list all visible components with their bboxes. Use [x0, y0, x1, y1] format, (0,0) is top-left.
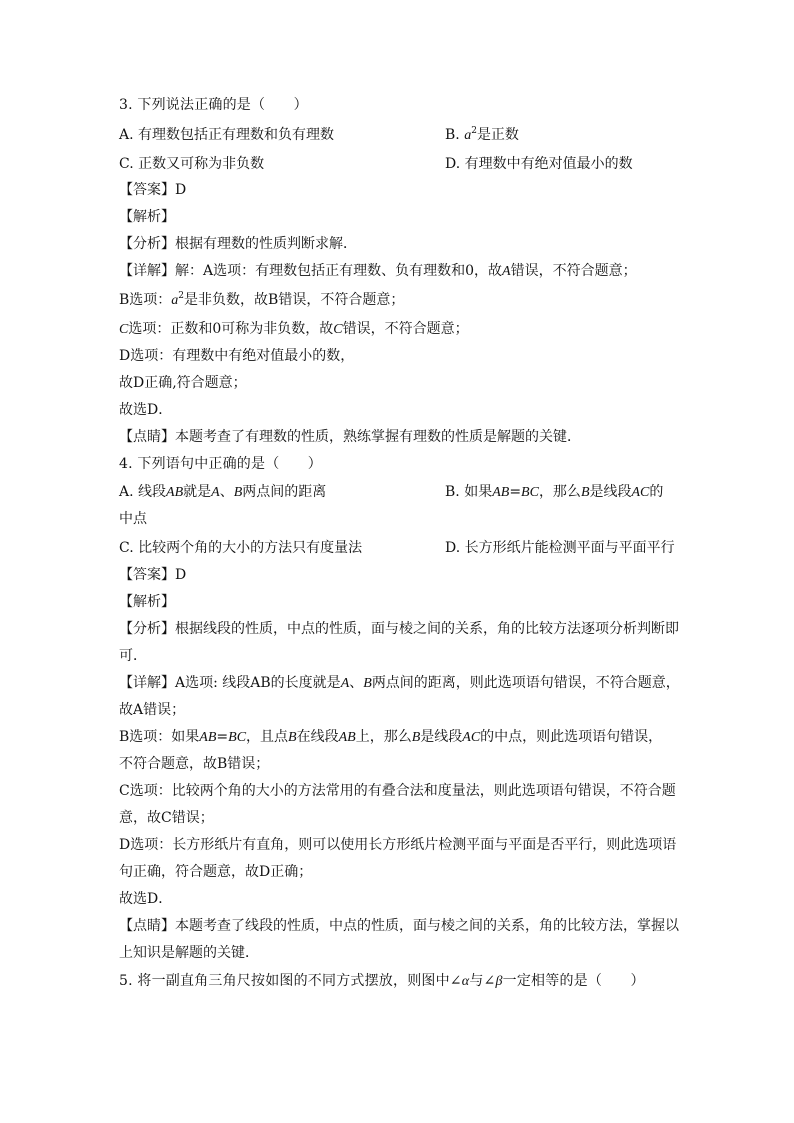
q3-xiangjie-line5: 故D正确,符合题意； — [119, 375, 247, 391]
q5-stem — [119, 971, 645, 992]
q4-opta-d: 两点间的距离 — [242, 484, 327, 500]
q4-xj3-eq: = — [216, 729, 229, 745]
q3-xj3-var2: C — [333, 322, 343, 337]
q4-xj3-a: B选项：如果 — [119, 729, 200, 745]
q5-alpha: α — [461, 974, 470, 989]
q4-xj3-d: 上，那么 — [355, 729, 412, 745]
q4-option-b-continuation: 中点 — [119, 511, 147, 527]
q4-optb-var2: BC — [521, 485, 539, 500]
q4-xiangjie-line5: C选项：比较两个角的大小的方法常用的有叠合法和度量法，则此选项语句错误，不符合题 — [119, 783, 676, 799]
q4-xj1-var1: A — [340, 676, 350, 691]
q4-xiangjie-line3 — [119, 727, 662, 748]
q3-option-c: C. 正数又可称为非负数 — [119, 156, 265, 172]
q4-xiangjie-line9: 故选D． — [119, 891, 173, 907]
q4-xj3-var1: AB — [199, 730, 217, 745]
q4-option-d: D. 长方形纸片能检测平面与平面平行 — [445, 540, 675, 556]
q3-xj2-var: a — [171, 293, 179, 308]
q3-answer: 【答案】D — [119, 182, 187, 198]
q4-opta-b: 就是 — [183, 484, 212, 500]
q4-optb-eq: = — [509, 484, 522, 500]
q5-stem-c: 一定相等的是（ ） — [502, 973, 645, 989]
q4-optb-b: ，那么 — [538, 484, 581, 500]
q3-dianjing: 【点睛】本题考查了有理数的性质，熟练掌握有理数的性质是解题的关键． — [119, 429, 581, 445]
q4-opta-var1: AB — [166, 485, 184, 500]
q4-optb-var4: AC — [631, 485, 650, 500]
q3-option-a: A. 有理数包括正有理数和负有理数 — [119, 127, 335, 143]
q3-option-b — [445, 125, 519, 146]
q4-dianjing-line1: 【点睛】本题考查了线段的性质，中点的性质，面与棱之间的关系，角的比较方法，掌握以 — [119, 918, 679, 934]
q4-option-a — [119, 482, 326, 503]
q5-beta: β — [495, 974, 503, 989]
q3-xj2-a: B选项： — [119, 292, 172, 308]
q4-stem: 4. 下列语句中正确的是（ ） — [119, 456, 323, 472]
q3-analysis-title: 【解析】 — [119, 209, 175, 225]
q3-xj2-exp: 2 — [178, 291, 185, 301]
q3-option-b-exp: 2 — [471, 126, 477, 136]
q4-opta-var2: A — [211, 485, 220, 500]
q4-optb-c: 是线段 — [589, 484, 632, 500]
q3-fenxi: 【分析】根据有理数的性质判断求解． — [119, 236, 357, 252]
q4-xj3-e: 是线段 — [420, 729, 463, 745]
q4-fenxi-line1: 【分析】根据线段的性质，中点的性质，面与棱之间的关系，角的比较方法逐项分析判断即 — [119, 621, 679, 637]
q3-xiangjie-line3 — [119, 319, 469, 340]
q4-xj1-b: 、 — [349, 675, 364, 691]
q3-xj3-var: C — [119, 322, 129, 337]
q4-option-c: C. 比较两个角的大小的方法只有度量法 — [119, 540, 363, 556]
q4-optb-a: B. 如果 — [445, 484, 493, 500]
q4-xiangjie-line4: 不符合题意，故B错误； — [119, 756, 270, 772]
q4-dianjing-line2: 上知识是解题的关键． — [119, 945, 259, 961]
q4-xj1-c: 两点间的距离，则此选项语句错误，不符合题意， — [371, 675, 680, 691]
q4-xj3-b: ，且点 — [246, 729, 289, 745]
q4-xiangjie-line1 — [119, 673, 680, 694]
q3-option-d: D. 有理数中有绝对值最小的数 — [445, 156, 633, 172]
q5-stem-a: 5. 将一副直角三角尺按如图的不同方式摆放，则图中∠ — [119, 973, 462, 989]
q4-optb-d: 的 — [649, 484, 664, 500]
q4-optb-var3: B — [580, 485, 590, 500]
q4-optb-var1: AB — [492, 485, 510, 500]
q3-xiangjie-line6: 故选D． — [119, 402, 173, 418]
q4-option-b — [445, 482, 663, 503]
q3-stem: 3. 下列说法正确的是（ ） — [119, 97, 308, 113]
q3-xj1-b: 错误，不符合题意； — [510, 263, 637, 279]
q3-xj1-var: A — [502, 264, 511, 279]
q3-xj3-b: 错误，不符合题意； — [342, 321, 469, 337]
q4-opta-c: 、 — [219, 484, 234, 500]
q4-analysis-title: 【解析】 — [119, 594, 175, 610]
q4-xj3-var5: B — [411, 730, 421, 745]
q4-xiangjie-line7: D选项：长方形纸片有直角，则可以使用长方形纸片检测平面与平面是否平行，则此选项语 — [119, 837, 677, 853]
q4-opta-a: A. 线段 — [119, 484, 167, 500]
q4-xj3-f: 的中点，则此选项语句错误， — [480, 729, 663, 745]
q4-xj3-var2: BC — [228, 730, 247, 745]
q4-xj1-a: 【详解】A选项: 线段AB的长度就是 — [119, 675, 341, 691]
q3-xiangjie-line4: D选项：有理数中有绝对值最小的数， — [119, 348, 355, 364]
q3-option-b-suffix: 是正数 — [476, 127, 519, 143]
q4-xiangjie-line2: 故A错误； — [119, 702, 186, 718]
q4-xj1-var2: B — [363, 676, 372, 691]
q3-xiangjie-line1 — [119, 261, 637, 282]
q4-xj3-var6: AC — [462, 730, 481, 745]
q3-option-b-var: a — [464, 128, 472, 143]
q4-xj3-var4: AB — [338, 730, 356, 745]
q3-xj3-a: 选项：正数和0可称为非负数，故 — [128, 321, 334, 337]
q3-xj2-b: 是非负数，故B错误，不符合题意； — [184, 292, 405, 308]
q4-answer: 【答案】D — [119, 567, 187, 583]
q4-opta-var3: B — [233, 485, 243, 500]
q4-xj3-c: 在线段 — [296, 729, 339, 745]
q4-xiangjie-line8: 句正确，符合题意，故D正确； — [119, 864, 313, 880]
q4-xj3-var3: B — [288, 730, 297, 745]
q3-option-b-prefix: B. — [445, 127, 465, 143]
q5-stem-b: 与∠ — [469, 973, 496, 989]
q3-xj1-a: 【详解】解：A选项：有理数包括正有理数、负有理数和0，故 — [119, 263, 503, 279]
q4-xiangjie-line6: 意，故C错误； — [119, 810, 214, 826]
q4-fenxi-line2: 可． — [119, 648, 147, 664]
q3-xiangjie-line2 — [119, 290, 404, 311]
